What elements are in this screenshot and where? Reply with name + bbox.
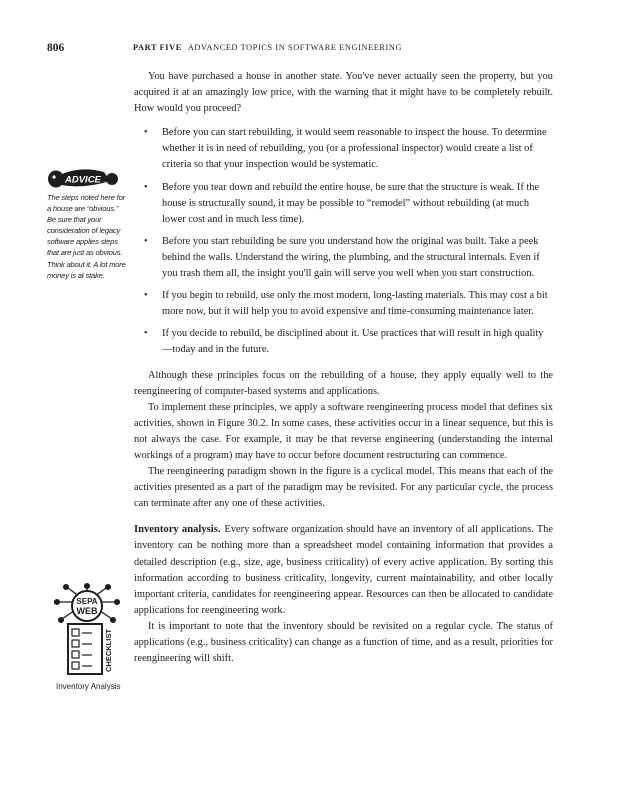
inventory-text: Every software organization should have an inventory of all applications. The inventory can be nothing more than a spreadsheet model containing information that provides a detailed description (e.g., size, age, business criticality) of every active application. By sorting this information according to business criticality, longevity, current maintainability, and other locally important criteria, candidates for reengineering appear. Resources can then be allocated to candidate applications for reengineering work. [134, 524, 553, 616]
page-number: 806 [47, 42, 65, 54]
part-title: ADVANCED TOPICS IN SOFTWARE ENGINEERING [187, 43, 403, 52]
checklist-label: CHECKLIST [104, 629, 113, 672]
list-item: • Before you start rebuilding be sure you understand how the original was built. Take a peek behind the walls. Understand the wiring, the plumbing, and the structural internals. Even if you trash them all, the insight you'll gain will serve you well when you start construction. [162, 234, 553, 282]
paragraph: To implement these principles, we apply a software reengineering process model that defines six activities, shown in Figure 30.2. In some cases, these activities occur in a linear sequence, but this is not always the case. For example, it may be that reverse engineering (understanding the internal workings of a program) may have to occur before document restructuring can commence. [134, 401, 553, 461]
list-item: • If you begin to rebuild, use only the most modern, long-lasting materials. This may cost a bit more now, but it will help you to avoid expensive and time-consuming maintenance later. [162, 288, 553, 320]
advice-note: The steps noted here for a house are “obvious.” Be sure that your consideration of legacy software applies steps that are just as obvious. Think about it. A lot more money is at stake. [47, 193, 126, 280]
main-text [134, 69, 553, 667]
sepa-label: SEPA [76, 597, 98, 606]
inventory-caption: Inventory Analysis [56, 682, 121, 691]
list-item: • Before you can start rebuilding, it would seem reasonable to inspect the house. To determine whether it is in need of rebuilding, you (or a professional inspector) would create a list of criteria so that your inspection would be systematic. [162, 125, 553, 173]
running-title [133, 43, 402, 52]
part-label: PART FIVE [133, 43, 182, 52]
section-heading: Inventory analysis. [134, 524, 221, 536]
principles-list [134, 125, 553, 358]
paragraph: The reengineering paradigm shown in the figure is a cyclical model. This means that each of the activities presented as a part of the paradigm may be revisited. For any particular cycle, the process can terminate after any one of these activities. [134, 466, 553, 510]
list-item: • Before you tear down and rebuild the entire house, be sure that the structure is weak. If the house is structurally sound, it may be possible to “remodel” without rebuilding (at much lower cost and in much less time). [162, 180, 553, 228]
intro-paragraph: You have purchased a house in another state. You've never actually seen the property, but you acquired it at an amazingly low price, with the warning that it might have to be completely rebuilt. How would you proceed? [134, 71, 553, 115]
paragraph: Although these principles focus on the rebuilding of a house, they apply equally well to the reengineering of computer-based systems and applications. [134, 369, 553, 397]
list-item: • If you decide to rebuild, be disciplined about it. Use practices that will result in high quality—today and in the future. [162, 326, 553, 358]
advice-label: ADVICE [65, 174, 101, 186]
webref-checklist-icon [54, 582, 120, 680]
advice-icon [44, 163, 120, 191]
inventory-paragraph [134, 522, 553, 619]
paragraph: It is important to note that the inventory should be revisited on a regular cycle. The status of applications (e.g., business criticality) can change as a function of time, and as a result, priorities for reengineering will shift. [134, 620, 553, 665]
running-header [47, 42, 597, 56]
webref-label: WEB [76, 606, 98, 616]
